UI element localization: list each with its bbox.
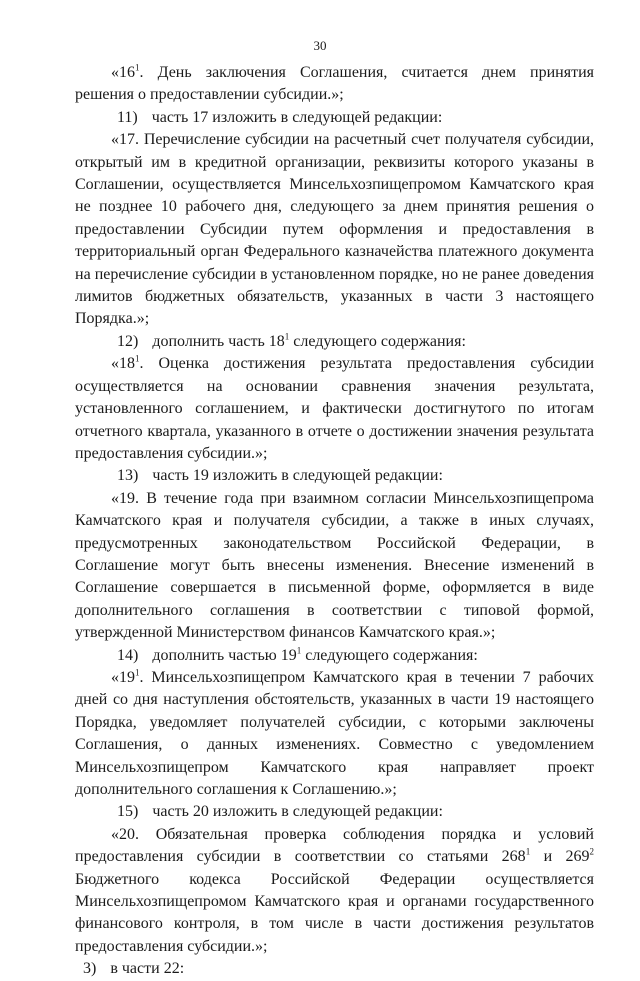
paragraph-text: «19 [111,668,135,686]
paragraph-text: дополнить частью 19 [152,646,297,664]
paragraph-text: «16 [111,64,135,81]
superscript: 2 [589,846,595,857]
list-item [75,801,594,823]
superscript: 1 [296,645,302,656]
quoted-paragraph [75,824,594,958]
quoted-paragraph [75,62,594,107]
list-item [75,465,594,487]
superscript: 1 [135,353,140,364]
item-number: 13) [117,467,139,485]
superscript: 1 [525,846,531,857]
paragraph-text: часть 17 изложить в следующей редакции: [151,108,443,126]
paragraph-text: в части 22: [110,960,185,978]
quoted-paragraph [75,488,594,645]
paragraph-text: часть 19 изложить в следующей редакции: [152,467,443,485]
superscript: 1 [135,667,140,678]
item-number: 12) [117,332,139,350]
page-number: 30 [313,38,327,53]
paragraph-text: Бюджетного кодекса Российской Федерации осуществляется Минсельхозпищепромом Камчатского края и органами государственного финансового контроля, в том числе в части достижения результатов предоставления субсидии.»; [75,870,594,955]
list-item [75,107,594,129]
item-number: 3) [83,960,97,978]
paragraph-text: «18 [111,355,135,373]
quoted-paragraph [75,129,594,331]
item-number: 11) [117,108,138,126]
document-body [75,62,594,981]
quoted-paragraph [75,353,594,465]
paragraph-text: следующего содержания: [289,332,466,350]
paragraph-text: . День заключения Соглашения, считается днем принятия решения о предоставлении субсидии.»; [75,64,594,104]
paragraph-text: «20. Обязательная проверка соблюдения порядка и условий предоставления субсидии в соответствии со статьями 268 [75,825,594,866]
item-number: 14) [117,646,139,664]
paragraph-text: следующего содержания: [301,646,478,664]
list-item [75,645,594,667]
paragraph-text: . Минсельхозпищепром Камчатского края в течении 7 рабочих дней со дня наступления обстоятельств, указанных в части 19 настоящего Порядка, уведомляет получателей субсидии, с которыми заключены Соглашения, о данных изменениях. Совместно с уведомлением Минсельхозпищепром Камчатского края направляет проект дополнительного соглашения к Соглашению.»; [75,668,594,798]
item-number: 15) [117,803,139,821]
superscript: 1 [135,62,140,73]
paragraph-text: «17. Перечисление субсидии на расчетный счет получателя субсидии, открытый им в кредитной организации, реквизиты которого указаны в Соглашении, осуществляется Минсельхозпищепромом Камчатского края не позднее 10 рабочего дня, следующего за днем принятия решения о предоставлении Субсидии путем оформления и предоставления в территориальный орган Федерального казначейства платежного документа на перечисление субсидии в установленном порядке, но не ранее доведения лимитов бюджетных обязательств, указанных в части 3 настоящего Порядка.»; [75,131,594,328]
paragraph-text: дополнить часть 18 [152,332,285,350]
superscript: 1 [284,331,290,342]
paragraph-text: «19. В течение года при взаимном согласии Минсельхозпищепрома Камчатского края и получателя субсидии, а также в иных случаях, предусмотренных законодательством Российской Федерации, в Соглашение могут быть внесены изменения. Внесение изменений в Соглашение совершается в письменной форме, оформляется в виде дополнительного соглашения в соответствии с типовой формой, утвержденной Министерством финансов Камчатского края.»; [75,489,594,642]
list-item [75,958,594,980]
list-item [75,331,594,353]
paragraph-text: и 269 [530,848,590,866]
paragraph-text: . Оценка достижения результата предоставления субсидии осуществляется на основании сравнения значения результата, установленного соглашением, и фактически достигнутого по итогам отчетного квартала, указанного в отчете о достижении значения результата предоставления субсидии.»; [75,355,594,462]
quoted-paragraph [75,667,594,801]
paragraph-text: часть 20 изложить в следующей редакции: [152,803,443,821]
